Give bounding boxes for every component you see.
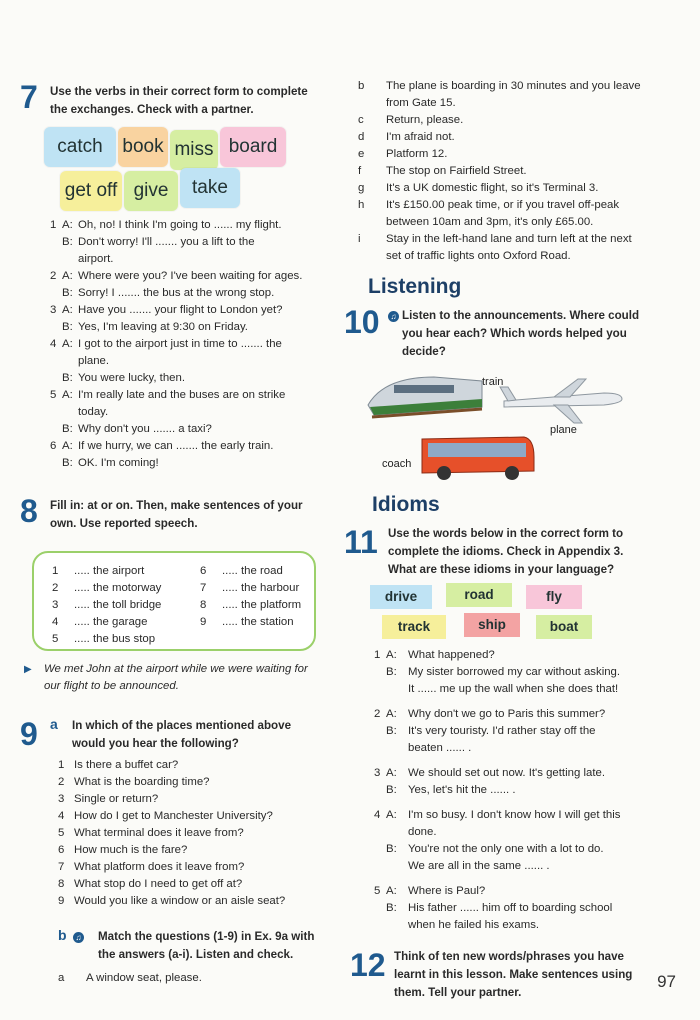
- list-item: 4 A: I'm so busy. I don't know how I will get this done. B: You're not the only one with a lot to do. We are all in the same ...... .: [374, 809, 621, 872]
- exercise-9-number: 9: [20, 716, 38, 752]
- list-item: 3 A: We should set out now. It's getting late. B: Yes, let's hit the ...... .: [374, 767, 605, 796]
- list-item: 1 Is there a buffet car?: [58, 759, 179, 771]
- word-tile: road: [446, 583, 512, 607]
- exercise-11-number: 11: [344, 524, 378, 560]
- transport-illustration: [364, 367, 634, 487]
- exercise-7-instruction: Use the verbs in their correct form to complete the exchanges. Check with a partner.: [50, 85, 308, 116]
- plane-label: plane: [550, 424, 577, 436]
- list-item: 4 ..... the garage: [52, 616, 148, 628]
- list-item: 4 A: I got to the airport just in time to ....... the plane. B: You were lucky, then.: [50, 338, 282, 384]
- verb-tile: take: [180, 168, 240, 208]
- exercise-11-items: [358, 647, 648, 934]
- list-item: 4 How do I get to Manchester University?: [58, 810, 273, 822]
- list-item: 1 A: Oh, no! I think I'm going to ...... my flight. B: Don't worry! I'll ....... you a lift to the airport.: [50, 219, 282, 265]
- list-item: 1 ..... the airport: [52, 565, 145, 577]
- word-tile: drive: [370, 585, 432, 609]
- list-item: 6 ..... the road: [200, 565, 283, 577]
- list-item: c Return, please.: [358, 114, 464, 126]
- list-item: 6 How much is the fare?: [58, 844, 188, 856]
- verb-tile: get off: [60, 171, 122, 211]
- train-icon: [368, 377, 482, 417]
- verb-tile: catch: [44, 127, 116, 167]
- list-item: 3 Single or return?: [58, 793, 159, 805]
- list-item: 7 What platform does it leave from?: [58, 861, 245, 873]
- listening-title: Listening: [368, 275, 462, 298]
- verb-tile: book: [118, 127, 168, 167]
- plane-icon: [500, 379, 622, 423]
- word-tile: track: [382, 615, 446, 639]
- headphones-icon: ♫: [388, 311, 399, 322]
- list-item: 6 A: If we hurry, we can ....... the early train. B: OK. I'm coming!: [50, 440, 274, 469]
- word-tile: boat: [536, 615, 592, 639]
- idioms-title: Idioms: [372, 493, 440, 516]
- exercise-10-instruction: ♫ Listen to the announcements. Where could you hear each? Which words helped you decide?: [388, 307, 648, 361]
- list-item: 2 A: Why don't we go to Paris this summer? B: It's very touristy. I'd rather stay off the beaten ...... .: [374, 708, 606, 754]
- idiom-word-tiles: [358, 583, 648, 641]
- list-item: i Stay in the left-hand lane and turn left at the next set of traffic lights onto Oxford Road.: [358, 233, 632, 262]
- exercise-8: [20, 494, 320, 695]
- preposition-box: [32, 551, 316, 651]
- list-item: 9 Would you like a window or an aisle seat?: [58, 895, 286, 907]
- exercise-8-number: 8: [20, 493, 38, 529]
- exercise-12-instruction: Think of ten new words/phrases you have learnt in this lesson. Make sentences using them. Tell your partner.: [394, 950, 633, 999]
- verb-tile: give: [124, 171, 178, 211]
- exercise-8-instruction-text: Fill in: at or on. Then, make sentences of your own. Use reported speech.: [50, 499, 303, 530]
- idioms-section: [344, 493, 648, 934]
- exercise-7-items: [20, 217, 320, 472]
- coach-icon: [422, 437, 534, 480]
- list-item: 3 ..... the toll bridge: [52, 599, 162, 611]
- exercise-12: [350, 947, 648, 1002]
- list-item: 5 A: I'm really late and the buses are on strike today. B: Why don't you ....... a taxi?: [50, 389, 286, 435]
- exercise-12-number: 12: [350, 947, 386, 983]
- listening-section: [344, 275, 648, 487]
- exercise-7-number: 7: [20, 79, 38, 115]
- list-item: 2 A: Where were you? I've been waiting for ages. B: Sorry! I ....... the bus at the wrong stop.: [50, 270, 303, 299]
- example-sentence: ▶ We met John at the airport while we were waiting for our flight to be announced.: [24, 663, 308, 692]
- left-column: [20, 78, 320, 987]
- list-item: 2 ..... the motorway: [52, 582, 162, 594]
- word-tile: ship: [464, 613, 520, 637]
- coach-label: coach: [382, 458, 412, 470]
- list-item: 8 What stop do I need to get off at?: [58, 878, 243, 890]
- exercise-9: [20, 717, 320, 987]
- exercise-8-instruction: [50, 494, 320, 533]
- verb-tile: board: [220, 127, 286, 167]
- exercise-9a-instruction: a In which of the places mentioned above would you hear the following?: [50, 716, 292, 750]
- list-item: 7 ..... the harbour: [200, 582, 300, 594]
- list-item: g It's a UK domestic flight, so it's Terminal 3.: [358, 182, 599, 194]
- exercise-7: [20, 78, 320, 472]
- list-item: 2 What is the boarding time?: [58, 776, 210, 788]
- list-item: e Platform 12.: [358, 148, 448, 160]
- list-item: d I'm afraid not.: [358, 131, 455, 143]
- list-item: b The plane is boarding in 30 minutes and you leave from Gate 15.: [358, 80, 641, 109]
- list-item: 5 A: Where is Paul? B: His father ...... him off to boarding school when he failed his exams.: [374, 885, 613, 931]
- exercise-11-instruction: Use the words below in the correct form to complete the idioms. Check in Appendix 3. What are these idioms in your language?: [388, 527, 624, 576]
- verb-tile: miss: [170, 130, 218, 170]
- list-item: 5 What terminal does it leave from?: [58, 827, 244, 839]
- page-number: 97: [657, 972, 676, 991]
- list-item: f The stop on Fairfield Street.: [358, 165, 527, 177]
- headphones-icon: ♫: [73, 932, 84, 943]
- list-item: 3 A: Have you ....... your flight to London yet? B: Yes, I'm leaving at 9:30 on Friday.: [50, 304, 283, 333]
- arrow-icon: ▶: [24, 664, 32, 675]
- exercise-10-number: 10: [344, 304, 380, 340]
- exercise-9b-answers: [358, 78, 648, 265]
- exercise-9b-instruction: b ♫ Match the questions (1-9) in Ex. 9a with the answers (a-i). Listen and check.: [58, 927, 315, 961]
- list-item: 5 ..... the bus stop: [52, 633, 156, 645]
- word-tile: fly: [526, 585, 582, 609]
- train-label: train: [482, 376, 504, 388]
- list-item: a A window seat, please.: [58, 972, 202, 984]
- exercise-9a-questions: [20, 757, 320, 910]
- verb-tiles: [44, 127, 320, 215]
- list-item: h It's £150.00 peak time, or if you travel off-peak between 10am and 3pm, it's only £65.00.: [358, 199, 620, 228]
- list-item: 1 A: What happened? B: My sister borrowed my car without asking. It ...... me up the wall when she does that!: [374, 649, 621, 695]
- right-column: [344, 78, 648, 1002]
- list-item: 9 ..... the station: [200, 616, 294, 628]
- list-item: 8 ..... the platform: [200, 599, 302, 611]
